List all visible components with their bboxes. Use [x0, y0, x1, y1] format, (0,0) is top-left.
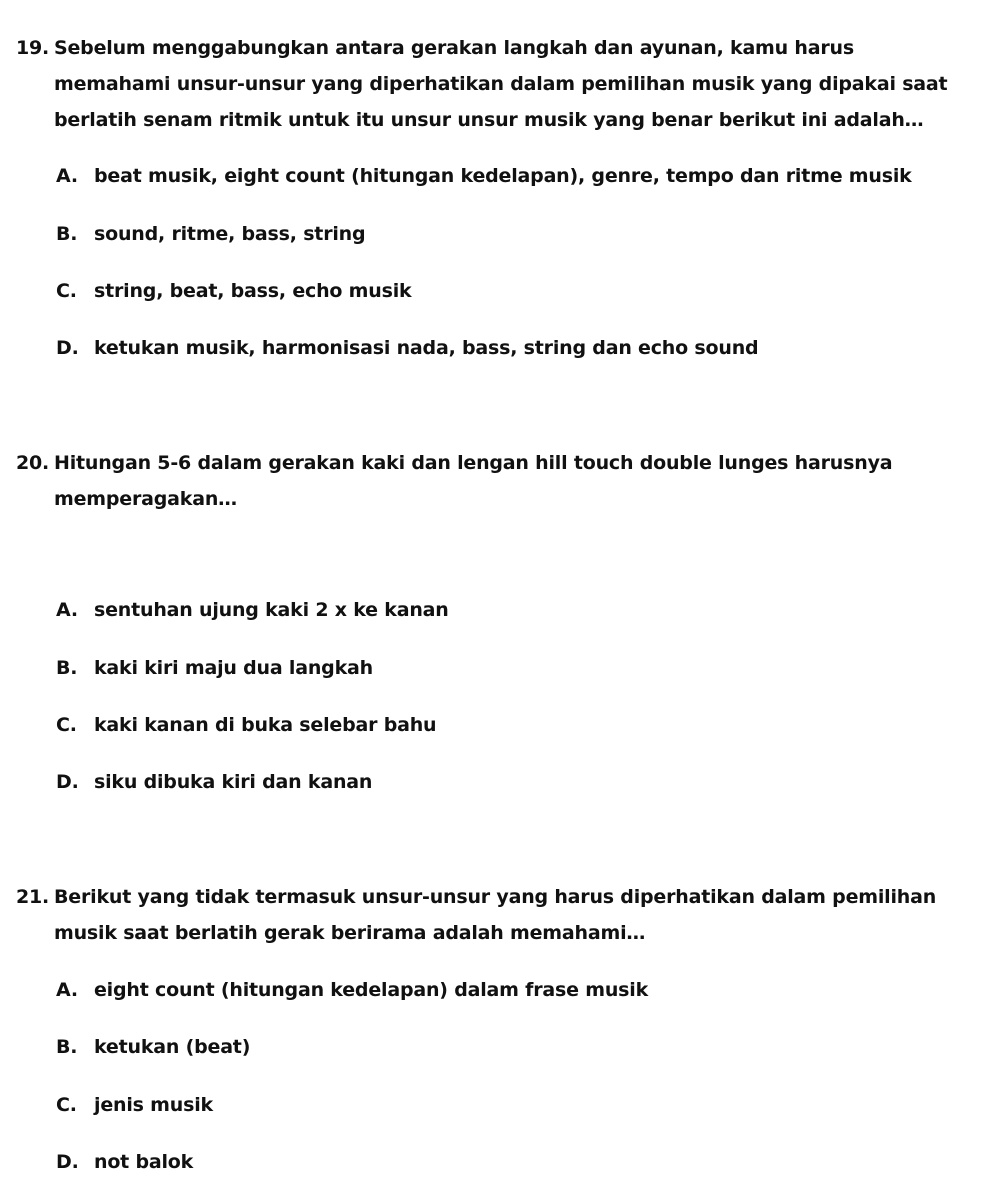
question-number: 19.: [16, 37, 50, 59]
option-letter: B.: [56, 223, 78, 245]
question-21: [16, 879, 971, 951]
option-letter: D.: [56, 771, 79, 793]
answer-option-21b[interactable]: [56, 1033, 250, 1061]
option-letter: B.: [56, 1036, 78, 1058]
answer-option-21a[interactable]: [56, 976, 648, 1004]
option-text: sentuhan ujung kaki 2 x ke kanan: [94, 599, 449, 621]
answer-option-20c[interactable]: [56, 711, 436, 739]
option-text: ketukan (beat): [94, 1036, 251, 1058]
option-text: kaki kanan di buka selebar bahu: [94, 714, 437, 736]
question-text: Berikut yang tidak termasuk unsur-unsur yang harus diperhatikan dalam pemilihan musik saat berlatih gerak berirama adalah memahami…: [54, 886, 937, 944]
answer-option-20b[interactable]: [56, 654, 373, 682]
answer-option-20a[interactable]: [56, 596, 449, 624]
answer-option-19c[interactable]: [56, 277, 411, 305]
option-text: beat musik, eight count (hitungan kedelapan), genre, tempo dan ritme musik: [94, 165, 912, 187]
answer-option-19a[interactable]: [56, 162, 912, 190]
question-20: [16, 445, 971, 517]
option-letter: A.: [56, 979, 78, 1001]
option-letter: B.: [56, 657, 78, 679]
option-letter: D.: [56, 337, 79, 359]
option-text: not balok: [94, 1151, 194, 1173]
question-number: 20.: [16, 452, 50, 474]
option-letter: D.: [56, 1151, 79, 1173]
option-text: eight count (hitungan kedelapan) dalam frase musik: [94, 979, 649, 1001]
option-letter: A.: [56, 165, 78, 187]
option-text: siku dibuka kiri dan kanan: [94, 771, 373, 793]
answer-option-21c[interactable]: [56, 1091, 213, 1119]
option-text: ketukan musik, harmonisasi nada, bass, string dan echo sound: [94, 337, 759, 359]
question-text: Hitungan 5-6 dalam gerakan kaki dan lengan hill touch double lunges harusnya memperagakan…: [54, 452, 893, 510]
option-text: kaki kiri maju dua langkah: [94, 657, 373, 679]
answer-option-19d[interactable]: [56, 334, 758, 362]
answer-option-19b[interactable]: [56, 220, 365, 248]
question-19: [16, 30, 971, 138]
option-letter: C.: [56, 714, 77, 736]
option-letter: C.: [56, 280, 77, 302]
question-number: 21.: [16, 886, 50, 908]
answer-option-21d[interactable]: [56, 1148, 193, 1176]
option-text: string, beat, bass, echo musik: [94, 280, 412, 302]
option-letter: C.: [56, 1094, 77, 1116]
option-letter: A.: [56, 599, 78, 621]
option-text: jenis musik: [94, 1094, 213, 1116]
question-text: Sebelum menggabungkan antara gerakan langkah dan ayunan, kamu harus memahami unsur-unsur yang diperhatikan dalam pemilihan musik yang dipakai saat berlatih senam ritmik untuk itu unsur unsur musik yang benar berikut ini adalah…: [54, 37, 948, 131]
option-text: sound, ritme, bass, string: [94, 223, 366, 245]
answer-option-20d[interactable]: [56, 768, 372, 796]
